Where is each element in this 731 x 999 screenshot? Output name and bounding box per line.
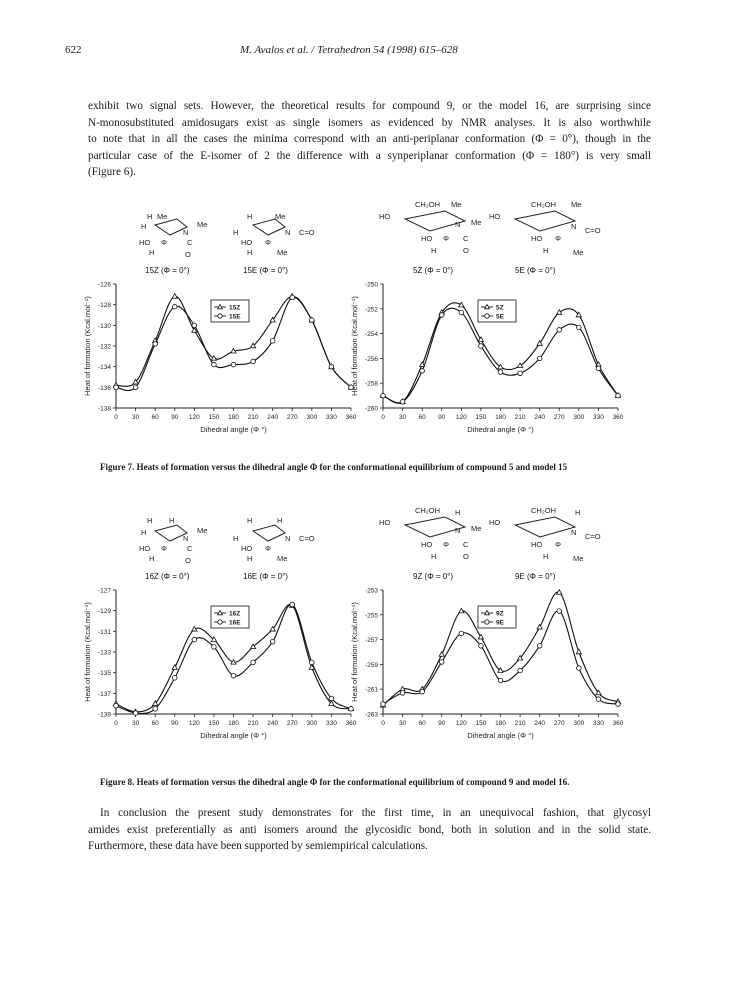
figure7-caption: Figure 7. Heats of formation versus the dihedral angle Φ for the conformational equilibrium of compound 5 and model 15 — [100, 462, 568, 472]
svg-text:H: H — [543, 246, 549, 255]
x-tick-label: 180 — [228, 720, 239, 727]
svg-text:Me: Me — [197, 526, 208, 535]
y-tick-label: -129 — [97, 608, 111, 616]
svg-text:Me: Me — [277, 554, 288, 563]
svg-text:N: N — [285, 228, 291, 237]
svg-text:Me: Me — [197, 220, 208, 229]
svg-text:O: O — [185, 250, 191, 259]
data-point-5E — [498, 370, 503, 375]
structure-5e — [489, 200, 601, 257]
data-point-15E — [192, 323, 197, 328]
svg-text:H: H — [455, 508, 461, 517]
y-tick-label: -130 — [97, 322, 111, 330]
svg-text:N: N — [571, 222, 577, 231]
x-tick-label: 300 — [306, 720, 318, 727]
x-tick-label: 90 — [171, 414, 179, 421]
data-point-5E — [381, 393, 386, 398]
structure-5z — [379, 200, 481, 255]
svg-text:HO: HO — [241, 544, 253, 553]
svg-text:H: H — [431, 246, 437, 255]
svg-text:Me: Me — [471, 218, 482, 227]
svg-text:Φ: Φ — [265, 544, 271, 553]
x-tick-label: 150 — [208, 414, 220, 421]
y-tick-label: -137 — [97, 690, 111, 698]
x-tick-label: 180 — [228, 414, 239, 421]
svg-text:C=O: C=O — [299, 534, 315, 543]
y-tick-label: -256 — [364, 355, 378, 363]
x-tick-label: 330 — [325, 720, 337, 727]
x-axis-label: Dihedral angle (Φ °) — [200, 731, 267, 740]
x-axis-label: Dihedral angle (Φ °) — [200, 425, 267, 434]
intro-line: (Figure 6). — [88, 166, 136, 178]
svg-text:O: O — [463, 552, 469, 561]
svg-text:N: N — [455, 526, 461, 535]
svg-text:HO: HO — [489, 518, 501, 527]
chart-16z-16e — [76, 582, 366, 747]
svg-text:H: H — [147, 212, 153, 221]
conclusion-line: amides exist preferentially as anti isomers around the glycosidic bond, both in solution and in the solid state. — [88, 823, 651, 836]
svg-text:CH₂OH: CH₂OH — [415, 200, 440, 209]
svg-text:Φ: Φ — [161, 238, 167, 247]
chart-5z-5e — [343, 276, 633, 441]
x-tick-label: 210 — [247, 720, 259, 727]
data-point-16E — [172, 676, 177, 681]
y-axis-label: Heat of formation (Kcal.mol⁻¹) — [350, 296, 359, 396]
y-tick-label: -255 — [364, 612, 378, 620]
structure-label: 9Z (Φ = 0°) — [413, 572, 454, 581]
y-tick-label: -252 — [364, 306, 378, 314]
y-tick-label: -126 — [97, 281, 111, 289]
x-tick-label: 90 — [438, 414, 446, 421]
y-tick-label: -127 — [97, 587, 111, 595]
x-axis-label: Dihedral angle (Φ °) — [467, 731, 534, 740]
x-tick-label: 240 — [267, 414, 279, 421]
structure-label: 15Z (Φ = 0°) — [145, 266, 190, 275]
y-tick-label: -132 — [97, 343, 111, 351]
x-tick-label: 270 — [286, 414, 298, 421]
data-point-5E — [400, 400, 405, 405]
data-point-9E — [420, 689, 425, 694]
x-tick-label: 30 — [131, 414, 140, 421]
data-point-5E — [420, 369, 425, 374]
svg-text:C=O: C=O — [585, 226, 601, 235]
svg-text:H: H — [543, 552, 549, 561]
figure7-structures — [125, 197, 605, 277]
x-tick-label: 30 — [398, 720, 407, 727]
structure-9z — [379, 506, 481, 561]
data-point-5E — [596, 366, 601, 371]
data-point-5E — [479, 344, 484, 349]
data-point-15E — [212, 362, 217, 367]
x-tick-label: 240 — [534, 720, 546, 727]
data-point-15E — [310, 318, 315, 323]
structure-label: 16E (Φ = 0°) — [243, 572, 288, 581]
legend-label: 9Z — [496, 610, 504, 618]
x-tick-label: 330 — [592, 414, 604, 421]
x-tick-label: 0 — [114, 414, 118, 421]
x-tick-label: 330 — [325, 414, 337, 421]
data-point-15E — [231, 362, 236, 367]
intro-line: N-monosubstituted amidosugars exist as single isomers as evidenced by NMR analyses. It is also worthwhile — [88, 116, 651, 129]
svg-text:O: O — [185, 556, 191, 565]
data-point-15E — [270, 339, 275, 344]
intro-paragraph — [88, 98, 651, 181]
data-point-9E — [518, 668, 523, 673]
svg-text:H: H — [169, 516, 175, 525]
svg-text:H: H — [149, 554, 155, 563]
x-tick-label: 270 — [553, 414, 565, 421]
x-tick-label: 30 — [398, 414, 407, 421]
svg-text:CH₂OH: CH₂OH — [415, 506, 440, 515]
data-point-9E — [479, 644, 484, 649]
svg-text:H: H — [575, 508, 581, 517]
data-point-9E — [400, 691, 405, 696]
legend-label: 16E — [229, 619, 241, 627]
svg-text:HO: HO — [421, 540, 433, 549]
svg-text:H: H — [149, 248, 155, 257]
intro-line: to note that in all the cases the minima correspond with an anti-periplanar conformation (Φ = 0°), though in the — [88, 133, 651, 145]
chart-9z-9e — [343, 582, 633, 747]
data-point-15E — [133, 385, 138, 390]
svg-text:HO: HO — [379, 212, 391, 221]
svg-text:H: H — [233, 534, 239, 543]
structure-9e — [489, 506, 601, 563]
svg-text:Me: Me — [157, 212, 168, 221]
x-tick-label: 0 — [114, 720, 118, 727]
x-tick-label: 300 — [573, 414, 585, 421]
page-number: 622 — [65, 44, 82, 56]
data-point-5E — [439, 313, 444, 318]
x-tick-label: 0 — [381, 720, 385, 727]
legend-label: 15Z — [229, 304, 241, 312]
structure-label: 9E (Φ = 0°) — [515, 572, 556, 581]
y-tick-label: -257 — [364, 637, 378, 645]
svg-text:HO: HO — [241, 238, 253, 247]
y-tick-label: -263 — [364, 711, 378, 719]
y-tick-label: -260 — [364, 405, 378, 413]
structure-label: 16Z (Φ = 0°) — [145, 572, 190, 581]
x-tick-label: 360 — [612, 414, 624, 421]
data-point-16E — [310, 660, 315, 665]
svg-text:N: N — [455, 220, 461, 229]
svg-text:Φ: Φ — [161, 544, 167, 553]
data-point-9Z — [439, 652, 444, 657]
figure8-caption: Figure 8. Heats of formation versus the dihedral angle Φ for the conformational equilibrium of compound 9 and model 16. — [100, 777, 570, 787]
svg-text:H: H — [247, 554, 253, 563]
data-point-16E — [270, 639, 275, 644]
svg-text:C: C — [463, 234, 469, 243]
y-tick-label: -259 — [364, 661, 378, 669]
structure-label: 5E (Φ = 0°) — [515, 266, 556, 275]
data-point-9E — [498, 678, 503, 683]
x-axis-label: Dihedral angle (Φ °) — [467, 425, 534, 434]
x-tick-label: 300 — [573, 720, 585, 727]
data-point-9Z — [576, 649, 581, 654]
data-point-9E — [596, 697, 601, 702]
svg-text:Φ: Φ — [555, 234, 561, 243]
conclusion-paragraph — [88, 805, 651, 855]
figure8-structures — [125, 503, 605, 583]
data-point-9Z — [537, 624, 542, 629]
x-tick-label: 150 — [475, 720, 487, 727]
data-point-15Z — [172, 294, 177, 299]
x-tick-label: 0 — [381, 414, 385, 421]
data-point-5E — [537, 356, 542, 361]
structure-16z — [139, 516, 207, 565]
x-tick-label: 330 — [592, 720, 604, 727]
svg-text:HO: HO — [139, 238, 151, 247]
svg-text:H: H — [147, 516, 153, 525]
data-point-9E — [381, 702, 386, 707]
y-tick-label: -138 — [97, 405, 111, 413]
structure-15z — [139, 212, 207, 259]
svg-text:C: C — [187, 544, 193, 553]
svg-text:Φ: Φ — [555, 540, 561, 549]
svg-text:C=O: C=O — [299, 228, 315, 237]
x-tick-label: 90 — [438, 720, 446, 727]
legend-marker — [218, 620, 222, 624]
y-tick-label: -134 — [97, 364, 111, 372]
x-tick-label: 150 — [475, 414, 487, 421]
legend-label: 5Z — [496, 304, 504, 312]
x-tick-label: 360 — [612, 720, 624, 727]
y-tick-label: -131 — [97, 628, 111, 636]
y-tick-label: -133 — [97, 649, 111, 657]
svg-text:H: H — [141, 528, 147, 537]
y-tick-label: -253 — [364, 587, 378, 595]
data-point-16Z — [172, 665, 177, 670]
svg-text:C: C — [463, 540, 469, 549]
data-point-5Z — [557, 310, 562, 315]
data-point-16E — [133, 711, 138, 716]
y-axis-label: Heat of formation (Kcal.mol⁻¹) — [83, 296, 92, 396]
x-tick-label: 210 — [514, 414, 526, 421]
svg-text:Me: Me — [277, 248, 288, 257]
x-tick-label: 180 — [495, 720, 506, 727]
data-point-16E — [153, 707, 158, 712]
y-tick-label: -136 — [97, 384, 111, 392]
conclusion-line: In conclusion the present study demonstrates for the first time, in an unequivocal fashion, that glycosyl — [100, 807, 651, 819]
svg-text:Me: Me — [573, 248, 584, 257]
svg-text:HO: HO — [139, 544, 151, 553]
svg-text:HO: HO — [531, 234, 543, 243]
legend-marker — [485, 620, 489, 624]
y-tick-label: -261 — [364, 686, 378, 694]
y-axis-label: Heat of formation (Kcal.mol⁻¹) — [350, 602, 359, 702]
svg-text:H: H — [431, 552, 437, 561]
svg-text:Φ: Φ — [443, 234, 449, 243]
data-point-5Z — [517, 363, 522, 368]
data-point-5E — [616, 393, 621, 398]
x-tick-label: 120 — [455, 414, 467, 421]
svg-text:N: N — [571, 528, 577, 537]
intro-line: particular case of the E-isomer of 2 the difference with a synperiplanar conformation (Φ = 180°) is very small — [88, 149, 651, 162]
data-point-5E — [577, 325, 582, 330]
data-point-16E — [290, 602, 295, 607]
svg-text:O: O — [463, 246, 469, 255]
data-point-15E — [153, 342, 158, 347]
legend-marker — [218, 314, 222, 318]
data-point-16E — [231, 673, 236, 678]
svg-text:HO: HO — [421, 234, 433, 243]
y-tick-label: -135 — [97, 670, 111, 678]
data-point-9E — [616, 702, 621, 707]
svg-text:N: N — [183, 534, 189, 543]
data-point-9E — [439, 660, 444, 665]
x-tick-label: 240 — [267, 720, 279, 727]
svg-text:HO: HO — [531, 540, 543, 549]
intro-line: exhibit two signal sets. However, the theoretical results for compound 9, or the model 16, are surprising since — [88, 100, 651, 112]
svg-text:Me: Me — [573, 554, 584, 563]
legend-label: 5E — [496, 313, 504, 321]
data-point-15E — [290, 295, 295, 300]
x-tick-label: 60 — [151, 720, 159, 727]
svg-text:H: H — [277, 516, 283, 525]
x-tick-label: 120 — [188, 720, 200, 727]
svg-text:HO: HO — [489, 212, 501, 221]
svg-text:N: N — [183, 228, 189, 237]
x-tick-label: 360 — [345, 720, 357, 727]
svg-text:Me: Me — [471, 524, 482, 533]
y-tick-label: -254 — [364, 331, 378, 339]
svg-text:N: N — [285, 534, 291, 543]
x-tick-label: 240 — [534, 414, 546, 421]
svg-text:CH₂OH: CH₂OH — [531, 200, 556, 209]
y-tick-label: -139 — [97, 711, 111, 719]
svg-text:HO: HO — [379, 518, 391, 527]
svg-text:H: H — [141, 222, 147, 231]
x-tick-label: 120 — [455, 720, 467, 727]
data-point-15Z — [211, 356, 216, 361]
svg-text:C=O: C=O — [585, 532, 601, 541]
svg-text:C: C — [187, 238, 193, 247]
data-point-15E — [251, 359, 256, 364]
conclusion-line: Furthermore, these data have been supported by semiempirical calculations. — [88, 840, 428, 852]
x-tick-label: 60 — [418, 414, 426, 421]
data-point-16E — [192, 637, 197, 642]
data-point-9E — [557, 609, 562, 614]
structure-label: 5Z (Φ = 0°) — [413, 266, 454, 275]
data-point-15E — [329, 364, 334, 369]
structure-label: 15E (Φ = 0°) — [243, 266, 288, 275]
x-tick-label: 60 — [418, 720, 426, 727]
svg-text:H: H — [247, 516, 253, 525]
x-tick-label: 270 — [286, 720, 298, 727]
legend-marker — [485, 314, 489, 318]
data-point-9E — [459, 631, 464, 636]
y-tick-label: -128 — [97, 302, 111, 310]
data-point-16E — [329, 696, 334, 701]
structure-16e — [233, 516, 315, 563]
data-point-5E — [518, 371, 523, 376]
svg-text:H: H — [247, 248, 253, 257]
svg-text:Φ: Φ — [443, 540, 449, 549]
data-point-16E — [114, 703, 119, 708]
data-point-9E — [577, 666, 582, 671]
legend-label: 9E — [496, 619, 504, 627]
svg-text:H: H — [247, 212, 253, 221]
data-point-16E — [251, 660, 256, 665]
legend-label: 16Z — [229, 610, 241, 618]
x-tick-label: 30 — [131, 720, 140, 727]
y-tick-label: -250 — [364, 281, 378, 289]
x-tick-label: 270 — [553, 720, 565, 727]
x-tick-label: 210 — [514, 720, 526, 727]
x-tick-label: 360 — [345, 414, 357, 421]
running-head: M. Avalos et al. / Tetrahedron 54 (1998) 615–628 — [240, 44, 458, 56]
data-point-5E — [557, 328, 562, 333]
svg-text:CH₂OH: CH₂OH — [531, 506, 556, 515]
x-tick-label: 300 — [306, 414, 318, 421]
structure-15e — [233, 212, 315, 257]
x-tick-label: 150 — [208, 720, 220, 727]
data-point-16E — [212, 645, 217, 650]
legend-label: 15E — [229, 313, 241, 321]
svg-text:Φ: Φ — [265, 238, 271, 247]
x-tick-label: 210 — [247, 414, 259, 421]
data-point-9E — [537, 644, 542, 649]
svg-text:Me: Me — [571, 200, 582, 209]
x-tick-label: 60 — [151, 414, 159, 421]
svg-text:Me: Me — [451, 200, 462, 209]
svg-text:H: H — [233, 228, 239, 237]
y-axis-label: Heat of formation (Kcal.mol⁻¹) — [83, 602, 92, 702]
svg-text:Me: Me — [275, 212, 286, 221]
chart-15z-15e — [76, 276, 366, 441]
x-tick-label: 180 — [495, 414, 506, 421]
x-tick-label: 120 — [188, 414, 200, 421]
data-point-5E — [459, 310, 464, 315]
data-point-15E — [172, 304, 177, 309]
data-point-15E — [114, 385, 119, 390]
x-tick-label: 90 — [171, 720, 179, 727]
y-tick-label: -258 — [364, 380, 378, 388]
